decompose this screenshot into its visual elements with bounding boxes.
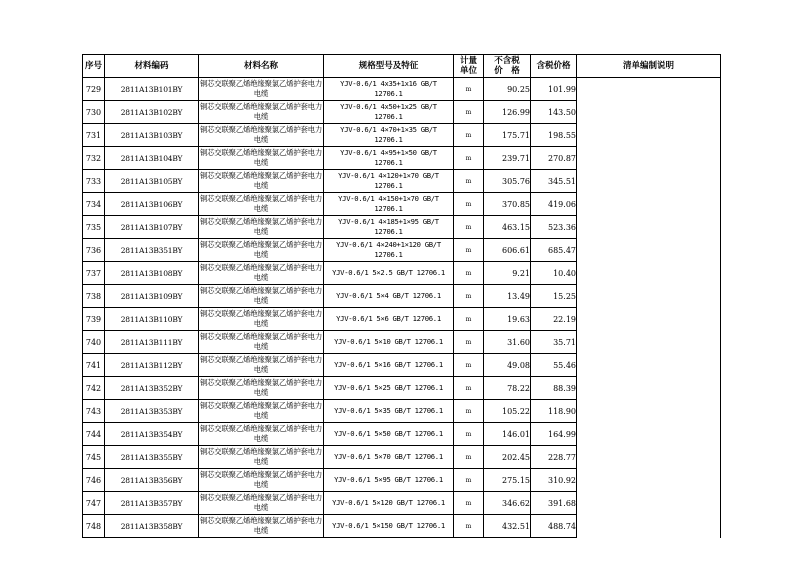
cell-price: 78.22 <box>484 377 531 400</box>
cell-tax-price: 10.40 <box>531 262 577 285</box>
cell-unit: m <box>454 216 484 239</box>
cell-name: 铜芯交联聚乙烯绝缘聚氯乙烯护套电力电缆 <box>199 354 324 377</box>
spec-line1: YJV-0.6/1 4×70+1×35 GB/T <box>340 125 437 134</box>
spec-line1: YJV-0.6/1 4×150+1×70 GB/T <box>338 194 439 203</box>
cell-tax-price: 345.51 <box>531 170 577 193</box>
cell-code: 2811A13B109BY <box>105 285 199 308</box>
cell-spec <box>324 308 454 331</box>
cell-name: 铜芯交联聚乙烯绝缘聚氯乙烯护套电力电缆 <box>199 331 324 354</box>
spec-line2: 12706.1 <box>374 135 403 144</box>
spec-line1: YJV-0.6/1 5×4 GB/T 12706.1 <box>336 291 441 300</box>
header-unit <box>454 55 484 78</box>
cell-unit: m <box>454 377 484 400</box>
cell-note <box>577 101 721 124</box>
spec-line1: YJV-0.6/1 5×50 GB/T 12706.1 <box>334 429 443 438</box>
cell-index: 738 <box>83 285 105 308</box>
cell-name: 铜芯交联聚乙烯绝缘聚氯乙烯护套电力电缆 <box>199 78 324 101</box>
cell-name: 铜芯交联聚乙烯绝缘聚氯乙烯护套电力电缆 <box>199 193 324 216</box>
cell-unit: m <box>454 101 484 124</box>
spec-line2: 12706.1 <box>374 181 403 190</box>
table-row <box>83 515 721 538</box>
cell-tax-price: 88.39 <box>531 377 577 400</box>
cell-unit: m <box>454 308 484 331</box>
spec-line2: 12706.1 <box>374 227 403 236</box>
cell-note <box>577 354 721 377</box>
header-tax-price: 含税价格 <box>531 55 577 78</box>
cell-code: 2811A13B101BY <box>105 78 199 101</box>
table-row <box>83 216 721 239</box>
cell-price: 90.25 <box>484 78 531 101</box>
header-row <box>83 55 721 78</box>
cell-spec <box>324 469 454 492</box>
table-row <box>83 193 721 216</box>
cell-name: 铜芯交联聚乙烯绝缘聚氯乙烯护套电力电缆 <box>199 239 324 262</box>
cell-spec <box>324 193 454 216</box>
header-price-line1: 不含税 <box>494 56 520 66</box>
cell-code: 2811A13B356BY <box>105 469 199 492</box>
cell-name: 铜芯交联聚乙烯绝缘聚氯乙烯护套电力电缆 <box>199 469 324 492</box>
cell-code: 2811A13B357BY <box>105 492 199 515</box>
cell-unit: m <box>454 147 484 170</box>
cell-spec <box>324 400 454 423</box>
header-unit-line2: 单位 <box>459 66 477 76</box>
cell-index: 744 <box>83 423 105 446</box>
cell-note <box>577 515 721 538</box>
table-row <box>83 101 721 124</box>
cell-spec <box>324 216 454 239</box>
cell-spec <box>324 492 454 515</box>
cell-unit: m <box>454 423 484 446</box>
cell-spec <box>324 101 454 124</box>
cell-code: 2811A13B105BY <box>105 170 199 193</box>
cell-note <box>577 147 721 170</box>
spec-line1: YJV-0.6/1 4x35+1x16 GB/T <box>340 79 437 88</box>
spec-line1: YJV-0.6/1 5×70 GB/T 12706.1 <box>334 452 443 461</box>
spec-line2: 12706.1 <box>374 158 403 167</box>
cell-index: 739 <box>83 308 105 331</box>
cell-spec <box>324 377 454 400</box>
cell-unit: m <box>454 446 484 469</box>
cell-tax-price: 101.99 <box>531 78 577 101</box>
cell-index: 729 <box>83 78 105 101</box>
spec-line1: YJV-0.6/1 5×6 GB/T 12706.1 <box>336 314 441 323</box>
cell-note <box>577 239 721 262</box>
cell-price: 370.85 <box>484 193 531 216</box>
cell-price: 432.51 <box>484 515 531 538</box>
table-body <box>83 78 721 538</box>
header-spec: 规格型号及特征 <box>324 55 454 78</box>
cell-price: 9.21 <box>484 262 531 285</box>
cell-tax-price: 118.90 <box>531 400 577 423</box>
cell-unit: m <box>454 400 484 423</box>
cell-note <box>577 262 721 285</box>
cell-unit: m <box>454 492 484 515</box>
table-row <box>83 331 721 354</box>
spec-line1: YJV-0.6/1 5×2.5 GB/T 12706.1 <box>332 268 445 277</box>
cell-code: 2811A13B351BY <box>105 239 199 262</box>
spec-line1: YJV-0.6/1 5×95 GB/T 12706.1 <box>334 475 443 484</box>
table-row <box>83 446 721 469</box>
cell-spec <box>324 515 454 538</box>
cell-unit: m <box>454 331 484 354</box>
cell-tax-price: 143.50 <box>531 101 577 124</box>
cell-unit: m <box>454 78 484 101</box>
cell-name: 铜芯交联聚乙烯绝缘聚氯乙烯护套电力电缆 <box>199 492 324 515</box>
cell-code: 2811A13B106BY <box>105 193 199 216</box>
cell-note <box>577 124 721 147</box>
cell-tax-price: 228.77 <box>531 446 577 469</box>
cell-price: 606.61 <box>484 239 531 262</box>
spec-line1: YJV-0.6/1 4×240+1×120 GB/T <box>336 240 441 249</box>
cell-index: 730 <box>83 101 105 124</box>
cell-price: 13.49 <box>484 285 531 308</box>
cell-name: 铜芯交联聚乙烯绝缘聚氯乙烯护套电力电缆 <box>199 101 324 124</box>
header-note: 清单编制说明 <box>577 55 721 78</box>
cell-tax-price: 391.68 <box>531 492 577 515</box>
header-unit-line1: 计量 <box>459 56 477 66</box>
cell-unit: m <box>454 262 484 285</box>
cell-index: 737 <box>83 262 105 285</box>
cell-name: 铜芯交联聚乙烯绝缘聚氯乙烯护套电力电缆 <box>199 216 324 239</box>
cell-index: 743 <box>83 400 105 423</box>
cell-code: 2811A13B102BY <box>105 101 199 124</box>
cell-index: 747 <box>83 492 105 515</box>
table-row <box>83 78 721 101</box>
cell-note <box>577 78 721 101</box>
cell-note <box>577 170 721 193</box>
cell-unit: m <box>454 469 484 492</box>
cell-index: 748 <box>83 515 105 538</box>
header-name: 材料名称 <box>199 55 324 78</box>
cell-name: 铜芯交联聚乙烯绝缘聚氯乙烯护套电力电缆 <box>199 285 324 308</box>
cell-note <box>577 331 721 354</box>
cell-note <box>577 285 721 308</box>
cell-spec <box>324 262 454 285</box>
cell-index: 740 <box>83 331 105 354</box>
cell-tax-price: 35.71 <box>531 331 577 354</box>
cell-code: 2811A13B103BY <box>105 124 199 147</box>
cell-note <box>577 193 721 216</box>
spec-line1: YJV-0.6/1 5×35 GB/T 12706.1 <box>334 406 443 415</box>
cell-code: 2811A13B104BY <box>105 147 199 170</box>
spec-line2: 12706.1 <box>374 204 403 213</box>
cell-unit: m <box>454 193 484 216</box>
table-row <box>83 308 721 331</box>
spec-line2: 12706.1 <box>374 112 403 121</box>
cell-note <box>577 492 721 515</box>
cell-index: 736 <box>83 239 105 262</box>
cell-spec <box>324 423 454 446</box>
table-row <box>83 354 721 377</box>
cell-note <box>577 308 721 331</box>
cell-name: 铜芯交联聚乙烯绝缘聚氯乙烯护套电力电缆 <box>199 124 324 147</box>
cell-price: 275.15 <box>484 469 531 492</box>
cell-spec <box>324 147 454 170</box>
cell-tax-price: 198.55 <box>531 124 577 147</box>
cell-code: 2811A13B108BY <box>105 262 199 285</box>
cell-price: 146.01 <box>484 423 531 446</box>
header-index: 序号 <box>83 55 105 78</box>
cell-name: 铜芯交联聚乙烯绝缘聚氯乙烯护套电力电缆 <box>199 308 324 331</box>
spec-line1: YJV-0.6/1 4×95+1×50 GB/T <box>340 148 437 157</box>
spec-line1: YJV-0.6/1 5×150 GB/T 12706.1 <box>332 521 445 530</box>
cell-name: 铜芯交联聚乙烯绝缘聚氯乙烯护套电力电缆 <box>199 170 324 193</box>
cell-unit: m <box>454 124 484 147</box>
cell-name: 铜芯交联聚乙烯绝缘聚氯乙烯护套电力电缆 <box>199 400 324 423</box>
cell-name: 铜芯交联聚乙烯绝缘聚氯乙烯护套电力电缆 <box>199 262 324 285</box>
cell-code: 2811A13B110BY <box>105 308 199 331</box>
spec-line1: YJV-0.6/1 5×25 GB/T 12706.1 <box>334 383 443 392</box>
cell-price: 202.45 <box>484 446 531 469</box>
cell-spec <box>324 78 454 101</box>
table-row <box>83 124 721 147</box>
cell-index: 746 <box>83 469 105 492</box>
header-price <box>484 55 531 78</box>
table-row <box>83 262 721 285</box>
table-row <box>83 377 721 400</box>
spec-line2: 12706.1 <box>374 89 403 98</box>
cell-code: 2811A13B358BY <box>105 515 199 538</box>
cell-name: 铜芯交联聚乙烯绝缘聚氯乙烯护套电力电缆 <box>199 515 324 538</box>
cell-spec <box>324 170 454 193</box>
cell-unit: m <box>454 515 484 538</box>
cell-index: 734 <box>83 193 105 216</box>
cell-code: 2811A13B352BY <box>105 377 199 400</box>
cell-unit: m <box>454 170 484 193</box>
spec-line1: YJV-0.6/1 4×185+1×95 GB/T <box>338 217 439 226</box>
material-price-table <box>82 54 721 538</box>
spec-line1: YJV-0.6/1 5×120 GB/T 12706.1 <box>332 498 445 507</box>
cell-unit: m <box>454 354 484 377</box>
cell-code: 2811A13B112BY <box>105 354 199 377</box>
spec-line1: YJV-0.6/1 5×10 GB/T 12706.1 <box>334 337 443 346</box>
cell-code: 2811A13B353BY <box>105 400 199 423</box>
table-row <box>83 492 721 515</box>
cell-index: 745 <box>83 446 105 469</box>
cell-price: 305.76 <box>484 170 531 193</box>
spec-line1: YJV-0.6/1 4x50+1x25 GB/T <box>340 102 437 111</box>
cell-name: 铜芯交联聚乙烯绝缘聚氯乙烯护套电力电缆 <box>199 423 324 446</box>
cell-index: 732 <box>83 147 105 170</box>
cell-note <box>577 377 721 400</box>
cell-index: 742 <box>83 377 105 400</box>
cell-price: 31.60 <box>484 331 531 354</box>
cell-price: 175.71 <box>484 124 531 147</box>
cell-tax-price: 270.87 <box>531 147 577 170</box>
spec-line1: YJV-0.6/1 5×16 GB/T 12706.1 <box>334 360 443 369</box>
table-row <box>83 400 721 423</box>
cell-spec <box>324 239 454 262</box>
cell-spec <box>324 124 454 147</box>
cell-tax-price: 15.25 <box>531 285 577 308</box>
cell-tax-price: 22.19 <box>531 308 577 331</box>
cell-note <box>577 216 721 239</box>
cell-note <box>577 423 721 446</box>
cell-tax-price: 310.92 <box>531 469 577 492</box>
header-price-line2: 价 格 <box>494 66 520 76</box>
cell-tax-price: 488.74 <box>531 515 577 538</box>
cell-code: 2811A13B107BY <box>105 216 199 239</box>
cell-index: 733 <box>83 170 105 193</box>
cell-spec <box>324 285 454 308</box>
cell-price: 19.63 <box>484 308 531 331</box>
table-row <box>83 239 721 262</box>
cell-index: 731 <box>83 124 105 147</box>
cell-tax-price: 685.47 <box>531 239 577 262</box>
cell-code: 2811A13B355BY <box>105 446 199 469</box>
spec-line1: YJV-0.6/1 4×120+1×70 GB/T <box>338 171 439 180</box>
cell-note <box>577 446 721 469</box>
header-code: 材料编码 <box>105 55 199 78</box>
cell-tax-price: 164.99 <box>531 423 577 446</box>
cell-spec <box>324 331 454 354</box>
cell-tax-price: 55.46 <box>531 354 577 377</box>
cell-price: 49.08 <box>484 354 531 377</box>
cell-spec <box>324 446 454 469</box>
cell-code: 2811A13B111BY <box>105 331 199 354</box>
cell-unit: m <box>454 285 484 308</box>
spec-line2: 12706.1 <box>374 250 403 259</box>
table-row <box>83 285 721 308</box>
cell-note <box>577 400 721 423</box>
cell-name: 铜芯交联聚乙烯绝缘聚氯乙烯护套电力电缆 <box>199 446 324 469</box>
cell-note <box>577 469 721 492</box>
cell-tax-price: 419.06 <box>531 193 577 216</box>
cell-price: 126.99 <box>484 101 531 124</box>
table-row <box>83 423 721 446</box>
cell-price: 239.71 <box>484 147 531 170</box>
cell-spec <box>324 354 454 377</box>
table-row <box>83 147 721 170</box>
cell-code: 2811A13B354BY <box>105 423 199 446</box>
cell-name: 铜芯交联聚乙烯绝缘聚氯乙烯护套电力电缆 <box>199 377 324 400</box>
table-header <box>83 55 721 78</box>
cell-price: 463.15 <box>484 216 531 239</box>
cell-price: 105.22 <box>484 400 531 423</box>
cell-index: 735 <box>83 216 105 239</box>
cell-tax-price: 523.36 <box>531 216 577 239</box>
cell-unit: m <box>454 239 484 262</box>
table-row <box>83 469 721 492</box>
cell-name: 铜芯交联聚乙烯绝缘聚氯乙烯护套电力电缆 <box>199 147 324 170</box>
cell-price: 346.62 <box>484 492 531 515</box>
table-row <box>83 170 721 193</box>
cell-index: 741 <box>83 354 105 377</box>
